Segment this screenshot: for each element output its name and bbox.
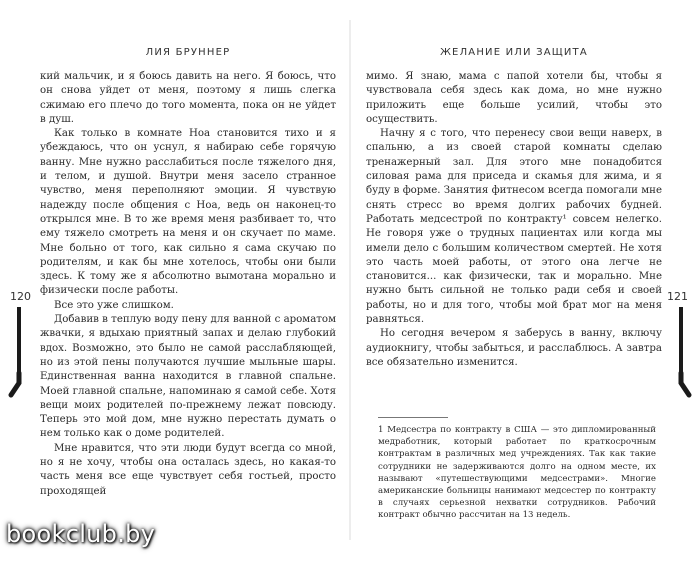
left-paragraph-2: Как только в комнате Ноа становится тихо и я убеждаюсь, что он уснул, я набираю себе горячую ванну. Мне нужно расслабиться после тяжелого дня, и телом, и душой. Внутри меня засело странное чувство, меня переполняют эмоции. Я чувствую надежду после общения с Ноа, ведь он наконец-то открылся мне. В то же время меня разбивает то, что ему тяжело смотреть на меня и он скучает по маме. Мне больно от того, как сильно я сама скучаю по родителям, и как бы мне хотелось, чтобы они были здесь. К тому же я абсолютно вымотана морально и физически после работы. bbox=[40, 128, 336, 297]
left-page-text bbox=[40, 70, 336, 499]
left-paragraph-5: Мне нравится, что эти люди будут всегда со мной, но я не хочу, чтобы она осталась здесь, но какая-то часть меня все еще чувствует себя гостьей, просто проходящей bbox=[40, 442, 336, 497]
left-page-number: 120 bbox=[10, 290, 31, 303]
right-page-number: 121 bbox=[667, 290, 688, 303]
right-paragraph-2: Начну я с того, что перенесу свои вещи наверх, в спальню, а из своей старой комнаты сделаю тренажерный зал. Для этого мне понадобится силовая рама для приседа и скамья для жима, и я буду в форме. Занятия фитнесом всегда помогали мне снять стресс во время долгих рабочих будней. Работать медсестрой по контракту¹ совсем нелегко. Не говоря уже о трудных пациентах или когда мы имели дело с большим количеством смертей. Не хотя это часть моей работы, от этого она легче не становится... как физически, так и морально. Мне нужно быть сильной не только ради себя и своей работы, но и для того, чтобы мой брат мог на меня равняться. bbox=[366, 128, 662, 326]
left-paragraph-1: кий мальчик, и я боюсь давить на него. Я боюсь, что он снова уйдет от меня, поэтому я лишь слегка сжимаю его плечо до того момента, пока он не уйдет в душ. bbox=[40, 71, 336, 125]
right-paragraph-3: Но сегодня вечером я заберусь в ванну, включу аудиокнигу, чтобы забыться, и расслаблюсь. А завтра все обязательно изменится. bbox=[366, 328, 662, 368]
left-paragraph-3: Все это уже слишком. bbox=[54, 299, 174, 311]
left-edge-ornament-icon bbox=[8, 305, 30, 400]
footnote: 1 Медсестра по контракту в США — это дипломированный медработник, который работает по краткосрочным контрактам в различных мед учреждениях. Так как такие сотрудники не задерживаются долго на одном месте, их называют «путешествующими медсестрами». Многие американские больницы нанимают медсестер по контракту в случаях серьезной нехватки сотрудников. Рабочий контракт обычно рассчитан на 13 недель. bbox=[378, 425, 656, 521]
right-page-text bbox=[366, 70, 662, 370]
right-edge-ornament-icon bbox=[670, 305, 692, 400]
right-paragraph-1: мимо. Я знаю, мама с папой хотели бы, чтобы я чувствовала себя здесь как дома, но мне нужно приложить еще больше усилий, чтобы это осуществить. bbox=[366, 71, 662, 125]
left-paragraph-4: Добавив в теплую воду пену для ванной с ароматом жвачки, я вдыхаю приятный запах и делаю глубокий вдох. Возможно, это было не самой расслабляющей, но из этой пены получаются лучшие мыльные шары. Единственная ванна находится в главной спальне. Моей главной спальне, напоминаю я самой себе. Хотя вещи моих родителей по-прежнему лежат повсюду. Теперь это мой дом, мне нужно перестать думать о нем только как о доме родителей. bbox=[40, 314, 336, 440]
right-running-head: ЖЕЛАНИЕ ИЛИ ЗАЩИТА bbox=[440, 47, 588, 58]
footnote-rule bbox=[378, 417, 448, 418]
left-running-head: ЛИЯ БРУННЕР bbox=[145, 47, 231, 58]
watermark: bookclub.by bbox=[6, 520, 156, 548]
book-gutter bbox=[349, 20, 351, 540]
